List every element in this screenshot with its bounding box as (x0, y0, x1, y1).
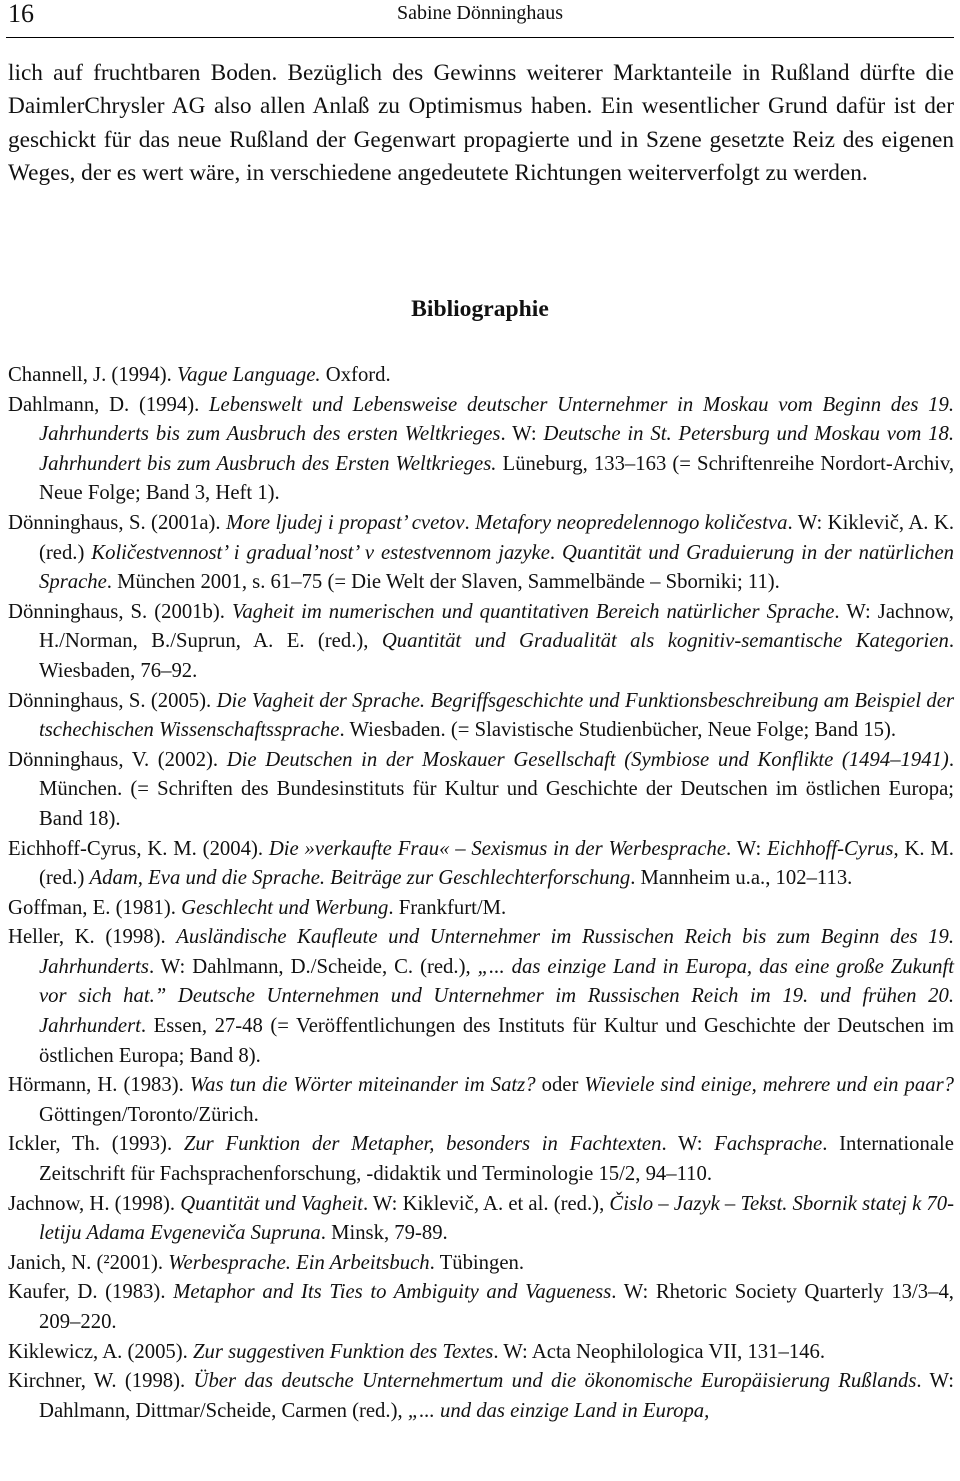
bib-entry-text: . München. (= Schriften des Bundesinstituts für Kultur und Geschichte der Deutschen im östlichen Europa; Band 18). (39, 748, 954, 830)
bib-entry (8, 1278, 954, 1337)
bib-entry-title: Werbesprache. Ein Arbeitsbuch (168, 1251, 430, 1274)
bib-entry-title: Über das deutsche Unternehmertum und die ökonomische Europäisierung Rußlands (193, 1370, 917, 1393)
bib-entry-title: Vague Language. (176, 364, 321, 386)
bib-entry-title: Deutsche in St. Petersburg und Moskau vom 18. Jahrhundert bis zum Ausbruch des Ersten Weltkrieges. (39, 423, 955, 475)
bib-entry (8, 894, 954, 924)
header-rule (6, 37, 954, 38)
bib-entry-text: . München 2001, s. 61–75 (= Die Welt der Slaven, Sammelbände – Sborniki; 11). (106, 571, 780, 594)
bib-entry-text: , K. M. (red.) (39, 837, 954, 890)
bib-entry-text: . W: Jachnow, H./Norman, B./Suprun, A. E. (red.), (39, 600, 954, 653)
bib-entry-title: More ljudej i propast’ cvetov (226, 511, 465, 534)
bib-entry-title: Ausländische Kaufleute und Unternehmer im Russischen Reich bis zum Beginn des 19. Jahrhunderts (39, 926, 954, 978)
bib-entry (8, 509, 954, 598)
bib-entry-title: Zur Funktion der Metapher, besonders in Fachtexten (183, 1133, 662, 1156)
bib-entry-text: . Internationale Zeitschrift für Fachsprachenforschung, -didaktik und Terminologie 15/2, 94–110. (39, 1133, 954, 1186)
bib-entry (8, 1130, 954, 1189)
bib-entry (8, 746, 954, 835)
bib-entry-text: Dahlmann, D. (1994). (8, 393, 210, 416)
body-paragraph: lich auf fruchtbaren Boden. Bezüglich des Gewinns weiterer Marktanteile in Rußland dürfte die DaimlerChrysler AG also allen Anlaß zu Optimismus haben. Ein wesentlicher Grund dafür ist der geschickt für das neue Rußland der Gegenwart propagierte und in Szene gesetzte Reiz des eigenen Weges, der es wert wäre, in verschiedene angedeutete Richtungen weiterverfolgt zu werden. (8, 60, 954, 187)
bib-entry-text: . Frankfurt/M. (388, 896, 507, 919)
bib-entry-title: Metafory neopredelennogo količestva (475, 511, 788, 534)
bib-entry-text: . (464, 511, 476, 534)
bib-entry-text: . W: Dahlmann, D./Scheide, C. (red.), (148, 955, 478, 978)
bib-entry-text: . Mannheim u.a., 102–113. (630, 867, 853, 890)
bib-entry-text: Oxford. (320, 364, 391, 386)
bib-entry-title: Eichhoff-Cyrus (767, 837, 894, 860)
bib-entry (8, 687, 954, 746)
bib-entry-text: . Wiesbaden, 76–92. (39, 630, 954, 682)
bib-entry (8, 598, 954, 687)
bib-entry-text: . W: (500, 423, 544, 446)
bib-entry-text: Dönninghaus, S. (2001b). (8, 600, 232, 623)
bibliography-list (8, 361, 954, 1426)
bib-entry-text: . W: Kiklevič, A. K. (red.) (39, 511, 955, 564)
bib-entry-title: Količestvennost’ i gradual’nost’ v estestvennom jazyke (91, 541, 550, 564)
bib-entry-title: Geschlecht und Werbung (181, 896, 389, 919)
bib-entry-text: . W: (661, 1133, 715, 1156)
bib-entry-title: Fachsprache (714, 1133, 823, 1156)
bib-entry (8, 1190, 954, 1249)
bib-entry-title: Zur suggestiven Funktion des Textes (193, 1340, 494, 1363)
bib-entry-text: . (549, 541, 562, 564)
bib-entry-text: . W: (726, 837, 768, 860)
bib-entry-title: „... das einzige Land in Europa, das eine große Zukunft vor sich hat.” Deutsche Unternehmen und Unternehmer im Russischen Reich im 19. und frühen 20. Jahrhundert (39, 955, 954, 1038)
bib-entry-text: Channell, J. (1994). (8, 364, 177, 386)
bib-entry-title: „... und das einzige Land in Europa, (407, 1399, 710, 1422)
bib-entry-text: . Essen, 27-48 (= Veröffentlichungen des Instituts für Kultur und Geschichte der Deutschen im östlichen Europa; Band 8). (39, 1015, 954, 1067)
bib-entry-text: Heller, K. (1998). (8, 926, 177, 949)
page-number: 16 (8, 0, 34, 28)
bib-entry (8, 1338, 954, 1368)
bib-entry-title: Quantität und Gradualität als kognitiv-semantische Kategorien (381, 630, 949, 653)
bib-entry (8, 923, 954, 1071)
bib-entry-text: Ickler, Th. (1993). (8, 1133, 184, 1156)
bib-entry-text: Eichhoff-Cyrus, K. M. (2004). (8, 837, 269, 860)
bib-entry-title: Adam, Eva und die Sprache. Beiträge zur Geschlechterforschung (89, 867, 631, 890)
bib-entry-text: . W: Rhetoric Society Quarterly 13/3–4, 209–220. (39, 1281, 954, 1333)
bib-entry-text: Kaufer, D. (1983). (8, 1281, 174, 1304)
running-head: Sabine Dönninghaus (396, 2, 564, 24)
bib-entry-title: Die »verkaufte Frau« – Sexismus in der Werbesprache (268, 837, 727, 860)
bib-entry-text: Dönninghaus, V. (2002). (8, 748, 227, 771)
bib-entry (8, 835, 954, 894)
bib-entry-title: Metaphor and Its Ties to Ambiguity and Vagueness (173, 1281, 612, 1304)
bib-entry-title: Lebenswelt und Lebensweise deutscher Unternehmer in Moskau vom Beginn des 19. Jahrhunderts bis zum Ausbruch des ersten Weltkrieges (39, 393, 954, 446)
bib-entry-title: Quantität und Vagheit (180, 1192, 363, 1215)
bib-entry-title: Die Deutschen in der Moskauer Gesellschaft (Symbiose und Konflikte (1494–1941) (226, 748, 949, 771)
bib-entry-text: Dönninghaus, S. (2005). (8, 689, 217, 712)
bib-entry-title: Was tun die Wörter miteinander im Satz? (189, 1074, 536, 1097)
bib-entry-text: Dönninghaus, S. (2001a). (8, 511, 227, 534)
bib-entry-text: . Minsk, 79-89. (320, 1222, 448, 1245)
bib-entry-text: Janich, N. (²2001). (8, 1251, 169, 1274)
bib-entry-text: oder (535, 1074, 585, 1097)
bib-entry (8, 391, 954, 509)
bib-entry (8, 1367, 954, 1426)
bib-entry-title: Vagheit im numerischen und quantitativen Bereich natürlicher Sprache (231, 600, 835, 623)
bib-entry (8, 1249, 954, 1279)
bib-entry-text: Hörmann, H. (1983). (8, 1074, 190, 1097)
bib-entry-text: Kiklewicz, A. (2005). (8, 1340, 193, 1363)
bib-entry-text: Goffman, E. (1981). (8, 896, 182, 919)
bib-entry-text: Jachnow, H. (1998). (8, 1192, 181, 1215)
bib-entry-title: Die Vagheit der Sprache. Begriffsgeschichte und Funktionsbeschreibung am Beispiel der tschechischen Wissenschaftssprache (39, 689, 954, 742)
bib-entry-text: Lüneburg, 133–163 (= Schriftenreihe Nordort-Archiv, Neue Folge; Band 3, Heft 1). (39, 452, 955, 505)
bib-entry-text: . W: Dahlmann, Dittmar/Scheide, Carmen (red.), (39, 1370, 954, 1422)
bib-entry-title: Wieviele sind einige, mehrere und ein paar? (584, 1074, 954, 1097)
bib-entry (8, 1071, 954, 1130)
section-title: Bibliographie (411, 296, 549, 322)
bib-entry-text: . W: Kiklevič, A. et al. (red.), (362, 1192, 610, 1215)
bib-entry-text: Kirchner, W. (1998). (8, 1370, 194, 1393)
bib-entry (8, 361, 954, 391)
bib-entry-text: . W: Acta Neophilologica VII, 131–146. (493, 1340, 826, 1363)
bib-entry-text: Göttingen/Toronto/Zürich. (39, 1103, 259, 1126)
bib-entry-text: . Tübingen. (429, 1251, 525, 1274)
bib-entry-title: Čislo – Jazyk – Tekst. Sbornik statej k 70-letiju Adama Evgeneviča Supruna (39, 1192, 955, 1245)
bib-entry-title: Quantität und Graduierung in der natürlichen Sprache (39, 541, 954, 594)
bib-entry-text: . Wiesbaden. (= Slavistische Studienbücher, Neue Folge; Band 15). (339, 719, 897, 742)
